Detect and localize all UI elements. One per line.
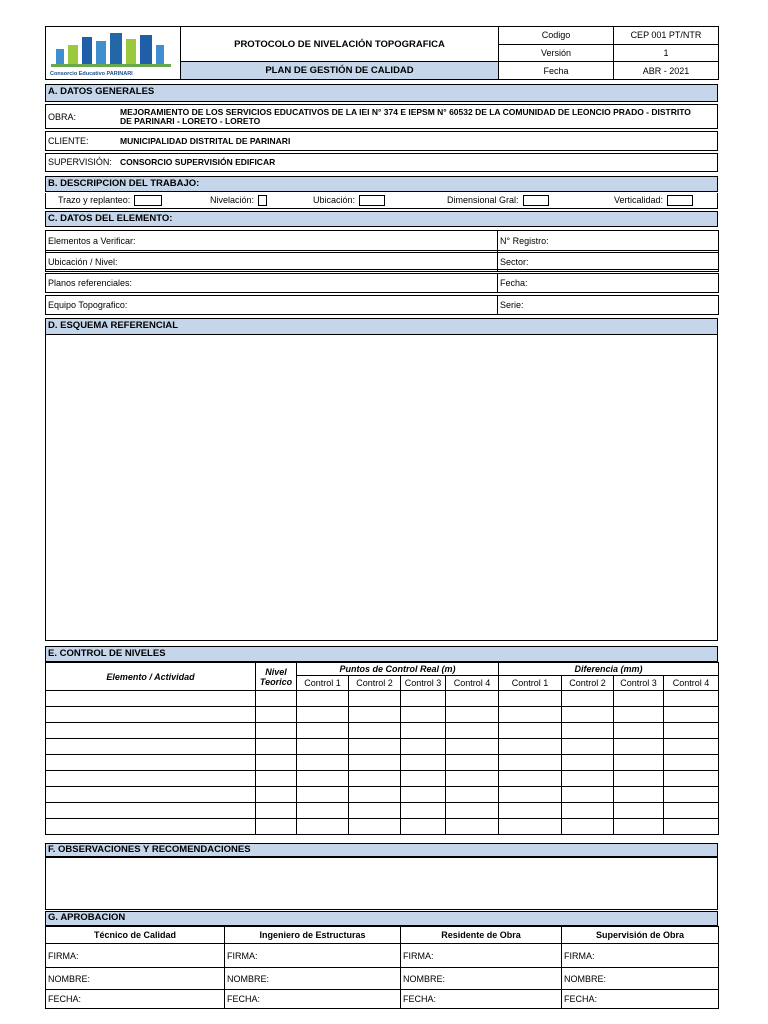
table-cell[interactable] bbox=[614, 787, 664, 803]
table-cell[interactable] bbox=[297, 819, 349, 835]
supervision-label: SUPERVISIÓN: bbox=[48, 157, 112, 167]
table-cell[interactable] bbox=[664, 691, 719, 707]
table-cell[interactable] bbox=[349, 803, 401, 819]
table-cell[interactable] bbox=[562, 723, 614, 739]
table-cell[interactable] bbox=[401, 691, 446, 707]
table-cell[interactable] bbox=[297, 691, 349, 707]
table-cell[interactable] bbox=[46, 819, 256, 835]
page-title: PROTOCOLO DE NIVELACIÓN TOPOGRAFICA bbox=[181, 27, 499, 62]
table-cell[interactable] bbox=[446, 771, 499, 787]
sketch-area[interactable] bbox=[45, 334, 718, 641]
table-cell[interactable] bbox=[499, 707, 562, 723]
table-cell[interactable] bbox=[46, 723, 256, 739]
table-cell[interactable] bbox=[256, 707, 297, 723]
version-value: 1 bbox=[614, 44, 719, 62]
page-subtitle: PLAN DE GESTIÓN DE CALIDAD bbox=[181, 62, 499, 80]
opt-trazo: Trazo y replanteo: bbox=[58, 195, 162, 206]
table-cell[interactable] bbox=[499, 723, 562, 739]
table-cell[interactable] bbox=[664, 819, 719, 835]
table-row bbox=[46, 803, 719, 819]
planos-field[interactable]: Planos referenciales: bbox=[46, 274, 498, 293]
dimensional-checkbox[interactable] bbox=[523, 195, 549, 206]
logo-icon bbox=[46, 27, 179, 77]
table-cell[interactable] bbox=[562, 771, 614, 787]
table-cell[interactable] bbox=[46, 755, 256, 771]
table-cell[interactable] bbox=[499, 691, 562, 707]
table-cell[interactable] bbox=[562, 739, 614, 755]
section-g-title: G. APROBACION bbox=[45, 911, 718, 926]
table-cell[interactable] bbox=[401, 819, 446, 835]
role-supervision: Supervisión de Obra bbox=[562, 927, 719, 944]
nombre-field[interactable]: NOMBRE: bbox=[401, 968, 562, 990]
table-cell[interactable] bbox=[446, 691, 499, 707]
table-cell[interactable] bbox=[401, 771, 446, 787]
element-data-table-2 bbox=[45, 252, 719, 272]
table-cell[interactable] bbox=[664, 707, 719, 723]
supervision-value: CONSORCIO SUPERVISIÓN EDIFICAR bbox=[120, 157, 276, 167]
table-cell[interactable] bbox=[446, 739, 499, 755]
table-cell[interactable] bbox=[562, 755, 614, 771]
table-cell[interactable] bbox=[46, 707, 256, 723]
table-cell[interactable] bbox=[499, 819, 562, 835]
table-cell[interactable] bbox=[256, 739, 297, 755]
col-nivel: Nivel Teorico bbox=[256, 663, 297, 691]
firma-field[interactable]: FIRMA: bbox=[562, 944, 719, 968]
equipo-field[interactable]: Equipo Topografico: bbox=[46, 296, 498, 315]
table-cell[interactable] bbox=[349, 787, 401, 803]
opt-dimensional: Dimensional Gral: bbox=[447, 195, 549, 206]
version-label: Versión bbox=[499, 44, 614, 62]
section-f-title: F. OBSERVACIONES Y RECOMENDACIONES bbox=[45, 843, 718, 857]
table-row bbox=[46, 771, 719, 787]
table-cell[interactable] bbox=[499, 755, 562, 771]
table-cell[interactable] bbox=[256, 771, 297, 787]
table-cell[interactable] bbox=[446, 787, 499, 803]
observations-area[interactable] bbox=[45, 857, 718, 910]
table-cell[interactable] bbox=[349, 707, 401, 723]
work-options-row bbox=[45, 193, 718, 209]
cliente-label: CLIENTE: bbox=[48, 136, 89, 146]
table-cell[interactable] bbox=[446, 707, 499, 723]
table-cell[interactable] bbox=[499, 771, 562, 787]
role-residente: Residente de Obra bbox=[401, 927, 562, 944]
table-cell[interactable] bbox=[401, 787, 446, 803]
table-cell[interactable] bbox=[446, 803, 499, 819]
table-row bbox=[46, 723, 719, 739]
table-cell[interactable] bbox=[499, 739, 562, 755]
table-row bbox=[46, 819, 719, 835]
section-a-title: A. DATOS GENERALES bbox=[45, 84, 718, 102]
table-cell[interactable] bbox=[614, 771, 664, 787]
fecha-field[interactable]: FECHA: bbox=[46, 990, 225, 1009]
group-diferencia: Diferencia (mm) bbox=[499, 663, 719, 676]
fecha-value: ABR - 2021 bbox=[614, 62, 719, 80]
role-ingeniero: Ingeniero de Estructuras bbox=[225, 927, 401, 944]
obra-row bbox=[45, 104, 718, 129]
real-control-3: Control 3 bbox=[401, 676, 446, 691]
opt-verticalidad: Verticalidad: bbox=[614, 195, 693, 206]
table-cell[interactable] bbox=[256, 723, 297, 739]
table-cell[interactable] bbox=[349, 723, 401, 739]
real-control-4: Control 4 bbox=[446, 676, 499, 691]
table-cell[interactable] bbox=[401, 803, 446, 819]
table-cell[interactable] bbox=[297, 803, 349, 819]
verticalidad-checkbox[interactable] bbox=[667, 195, 693, 206]
fecha-field[interactable]: FECHA: bbox=[225, 990, 401, 1009]
table-cell[interactable] bbox=[256, 755, 297, 771]
table-cell[interactable] bbox=[46, 803, 256, 819]
fecha-field[interactable]: FECHA: bbox=[401, 990, 562, 1009]
table-cell[interactable] bbox=[401, 723, 446, 739]
table-cell[interactable] bbox=[349, 739, 401, 755]
table-cell[interactable] bbox=[614, 803, 664, 819]
table-cell[interactable] bbox=[297, 771, 349, 787]
table-cell[interactable] bbox=[446, 723, 499, 739]
group-puntos: Puntos de Control Real (m) bbox=[297, 663, 499, 676]
table-row bbox=[46, 755, 719, 771]
table-cell[interactable] bbox=[614, 691, 664, 707]
section-b-title: B. DESCRIPCION DEL TRABAJO: bbox=[45, 176, 718, 192]
table-cell[interactable] bbox=[256, 691, 297, 707]
diff-control-1: Control 1 bbox=[499, 676, 562, 691]
col-elemento: Elemento / Actividad bbox=[46, 663, 256, 691]
levels-table bbox=[45, 662, 719, 835]
table-cell[interactable] bbox=[614, 707, 664, 723]
table-cell[interactable] bbox=[562, 819, 614, 835]
serie-field[interactable]: Serie: bbox=[498, 296, 719, 315]
table-cell[interactable] bbox=[614, 755, 664, 771]
fecha-field[interactable]: Fecha: bbox=[498, 274, 719, 293]
element-data-table-4 bbox=[45, 295, 719, 315]
table-cell[interactable] bbox=[297, 707, 349, 723]
table-cell[interactable] bbox=[401, 707, 446, 723]
approval-table bbox=[45, 926, 719, 1009]
table-cell[interactable] bbox=[297, 787, 349, 803]
element-data-table-3 bbox=[45, 273, 719, 293]
table-cell[interactable] bbox=[401, 755, 446, 771]
firma-field[interactable]: FIRMA: bbox=[401, 944, 562, 968]
table-row bbox=[46, 739, 719, 755]
section-d-title: D. ESQUEMA REFERENCIAL bbox=[45, 318, 718, 335]
table-cell[interactable] bbox=[349, 819, 401, 835]
nombre-field[interactable]: NOMBRE: bbox=[46, 968, 225, 990]
obra-line1: MEJORAMIENTO DE LOS SERVICIOS EDUCATIVOS DE LA IEI N° 374 E IEPSM N° 60532 DE LA COMUNIDAD DE LEONCIO PRADO - DISTRITO bbox=[120, 107, 691, 117]
real-control-2: Control 2 bbox=[349, 676, 401, 691]
header-table bbox=[45, 26, 719, 80]
table-cell[interactable] bbox=[297, 739, 349, 755]
table-cell[interactable] bbox=[349, 691, 401, 707]
table-cell[interactable] bbox=[46, 691, 256, 707]
nombre-field[interactable]: NOMBRE: bbox=[562, 968, 719, 990]
firma-field[interactable]: FIRMA: bbox=[46, 944, 225, 968]
table-cell[interactable] bbox=[562, 691, 614, 707]
table-row bbox=[46, 787, 719, 803]
table-cell[interactable] bbox=[614, 819, 664, 835]
logo-text: Consorcio Educativo PARINARI bbox=[50, 71, 133, 77]
obra-line2: DE PARINARI - LORETO - LORETO bbox=[120, 116, 261, 126]
table-cell[interactable] bbox=[46, 771, 256, 787]
diff-control-3: Control 3 bbox=[614, 676, 664, 691]
table-cell[interactable] bbox=[614, 739, 664, 755]
table-cell[interactable] bbox=[664, 723, 719, 739]
diff-control-4: Control 4 bbox=[664, 676, 719, 691]
ubicacion-field[interactable]: Ubicación / Nivel: bbox=[46, 253, 498, 272]
table-cell[interactable] bbox=[562, 787, 614, 803]
section-c-title: C. DATOS DEL ELEMENTO: bbox=[45, 211, 718, 227]
table-cell[interactable] bbox=[664, 755, 719, 771]
table-cell[interactable] bbox=[562, 707, 614, 723]
table-cell[interactable] bbox=[401, 739, 446, 755]
fecha-label: Fecha bbox=[499, 62, 614, 80]
trazo-checkbox[interactable] bbox=[134, 195, 162, 206]
table-cell[interactable] bbox=[349, 771, 401, 787]
cliente-row bbox=[45, 131, 718, 151]
table-cell[interactable] bbox=[349, 755, 401, 771]
nivelacion-checkbox[interactable] bbox=[258, 195, 267, 206]
section-e-title: E. CONTROL DE NIVELES bbox=[45, 646, 718, 662]
registro-field[interactable]: N° Registro: bbox=[498, 231, 719, 251]
table-cell[interactable] bbox=[446, 755, 499, 771]
nombre-field[interactable]: NOMBRE: bbox=[225, 968, 401, 990]
table-cell[interactable] bbox=[256, 819, 297, 835]
table-cell[interactable] bbox=[499, 803, 562, 819]
table-cell[interactable] bbox=[499, 787, 562, 803]
ubicacion-checkbox[interactable] bbox=[359, 195, 385, 206]
supervision-row bbox=[45, 153, 718, 172]
diff-control-2: Control 2 bbox=[562, 676, 614, 691]
table-cell[interactable] bbox=[664, 739, 719, 755]
table-cell[interactable] bbox=[297, 723, 349, 739]
table-row bbox=[46, 691, 719, 707]
obra-label: OBRA: bbox=[48, 112, 77, 122]
role-tecnico: Técnico de Calidad bbox=[46, 927, 225, 944]
firma-field[interactable]: FIRMA: bbox=[225, 944, 401, 968]
cliente-value: MUNICIPALIDAD DISTRITAL DE PARINARI bbox=[120, 136, 291, 146]
table-cell[interactable] bbox=[664, 803, 719, 819]
table-cell[interactable] bbox=[562, 803, 614, 819]
table-cell[interactable] bbox=[46, 739, 256, 755]
logo-cell bbox=[46, 27, 181, 80]
table-cell[interactable] bbox=[664, 787, 719, 803]
opt-ubicacion: Ubicación: bbox=[313, 195, 385, 206]
real-control-1: Control 1 bbox=[297, 676, 349, 691]
table-cell[interactable] bbox=[446, 819, 499, 835]
sector-field[interactable]: Sector: bbox=[498, 253, 719, 272]
opt-nivelacion: Nivelación: bbox=[210, 195, 267, 206]
table-cell[interactable] bbox=[46, 787, 256, 803]
table-cell[interactable] bbox=[297, 755, 349, 771]
table-row bbox=[46, 707, 719, 723]
elementos-field[interactable]: Elementos a Verificar: bbox=[46, 231, 498, 251]
table-cell[interactable] bbox=[614, 723, 664, 739]
table-cell[interactable] bbox=[256, 803, 297, 819]
codigo-value: CEP 001 PT/NTR bbox=[614, 27, 719, 45]
table-cell[interactable] bbox=[256, 787, 297, 803]
table-cell[interactable] bbox=[664, 771, 719, 787]
fecha-field[interactable]: FECHA: bbox=[562, 990, 719, 1009]
codigo-label: Codigo bbox=[499, 27, 614, 45]
